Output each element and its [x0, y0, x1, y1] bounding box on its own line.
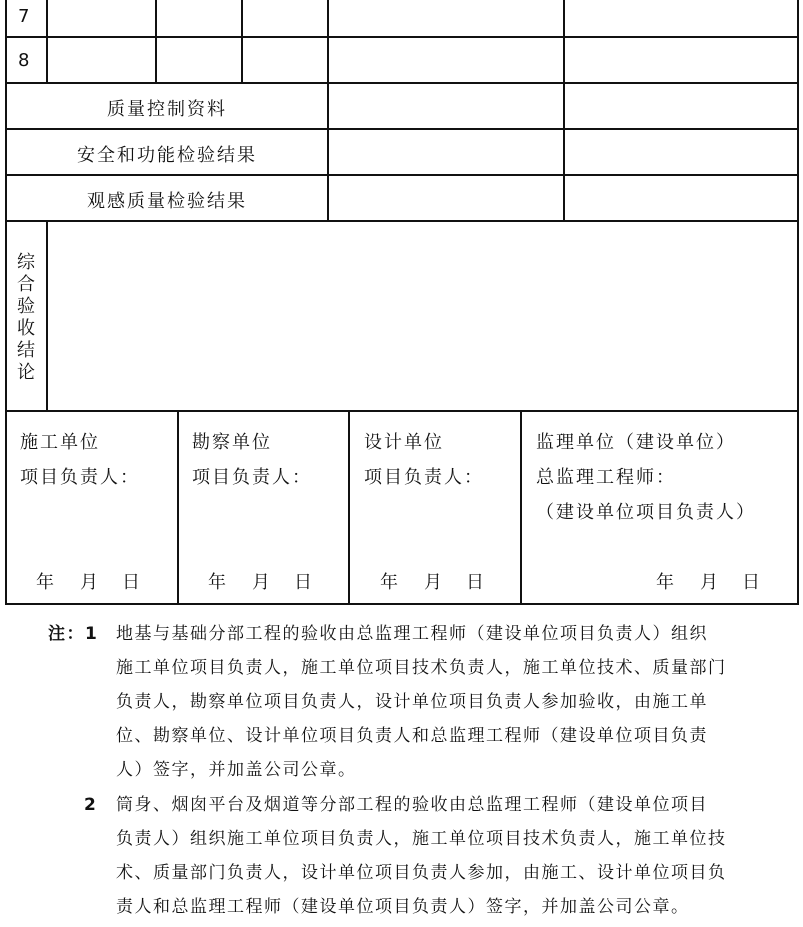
note-line: 术、质量部门负责人，设计单位项目负责人参加，由施工、设计单位项目负 [116, 863, 727, 883]
col-divider [155, 0, 157, 84]
note-2 [116, 788, 802, 924]
signature-month: 月 [252, 572, 272, 593]
conclusion-label-char: 验 [17, 296, 35, 317]
summary-label-safety-function: 安全和功能检验结果 [77, 145, 257, 166]
row-number: 8 [18, 50, 32, 71]
row-divider [5, 410, 799, 412]
signature-role-owner: （建设单位项目负责人） [536, 502, 756, 523]
signature-day: 日 [122, 572, 142, 593]
col-divider [563, 0, 565, 222]
signature-unit-design: 设计单位 [364, 432, 444, 453]
row-number: 7 [18, 6, 32, 27]
col-divider [348, 410, 350, 605]
signature-unit-survey: 勘察单位 [192, 432, 272, 453]
conclusion-label-char: 收 [17, 318, 35, 339]
signature-year: 年 [656, 572, 676, 593]
note-number: 2 [84, 795, 98, 815]
signature-month: 月 [80, 572, 100, 593]
note-line: 位、勘察单位、设计单位项目负责人和总监理工程师（建设单位项目负责 [116, 726, 708, 746]
note-line: 负责人，勘察单位项目负责人，设计单位项目负责人参加验收，由施工单 [116, 692, 708, 712]
note-line: 人）签字，并加盖公司公章。 [116, 760, 357, 780]
signature-unit-construction: 施工单位 [20, 432, 100, 453]
signature-day: 日 [466, 572, 486, 593]
note-line: 地基与基础分部工程的验收由总监理工程师（建设单位项目负责人）组织 [116, 624, 708, 644]
note-line: 筒身、烟囱平台及烟道等分部工程的验收由总监理工程师（建设单位项目 [116, 795, 708, 815]
conclusion-label-char: 合 [17, 274, 35, 295]
signature-year: 年 [36, 572, 56, 593]
signature-role-supervision: 总监理工程师： [536, 467, 676, 488]
note-1 [116, 617, 802, 787]
col-divider [520, 410, 522, 605]
col-divider [177, 410, 179, 605]
row-divider [5, 220, 799, 222]
table-bottom-border [5, 603, 799, 605]
signature-role-construction: 项目负责人： [20, 467, 140, 488]
note-line: 施工单位项目负责人，施工单位项目技术负责人，施工单位技术、质量部门 [116, 658, 727, 678]
signature-year: 年 [208, 572, 228, 593]
table-right-border [797, 0, 799, 605]
signature-month: 月 [424, 572, 444, 593]
row-divider [5, 174, 799, 176]
summary-label-appearance-quality: 观感质量检验结果 [87, 191, 247, 212]
col-divider [327, 0, 329, 222]
signature-role-survey: 项目负责人： [192, 467, 312, 488]
row-divider [5, 128, 799, 130]
summary-label-quality-control: 质量控制资料 [107, 99, 227, 120]
table-left-border [5, 0, 7, 605]
signature-unit-supervision: 监理单位（建设单位） [536, 432, 736, 453]
conclusion-label-char: 综 [17, 252, 35, 273]
signature-year: 年 [380, 572, 400, 593]
col-divider [46, 0, 48, 84]
signature-month: 月 [700, 572, 720, 593]
row-divider [5, 82, 799, 84]
signature-role-design: 项目负责人： [364, 467, 484, 488]
signature-day: 日 [742, 572, 762, 593]
note-line: 负责人）组织施工单位项目负责人，施工单位项目技术负责人，施工单位技 [116, 829, 727, 849]
conclusion-label-char: 结 [17, 340, 35, 361]
conclusion-label-char: 论 [17, 362, 35, 383]
signature-day: 日 [294, 572, 314, 593]
col-divider [241, 0, 243, 84]
notes-prefix: 注：1 [48, 624, 99, 644]
note-line: 责人和总监理工程师（建设单位项目负责人）签字，并加盖公司公章。 [116, 897, 690, 917]
row-divider [5, 36, 799, 38]
col-divider [46, 220, 48, 412]
conclusion-label [14, 252, 38, 384]
